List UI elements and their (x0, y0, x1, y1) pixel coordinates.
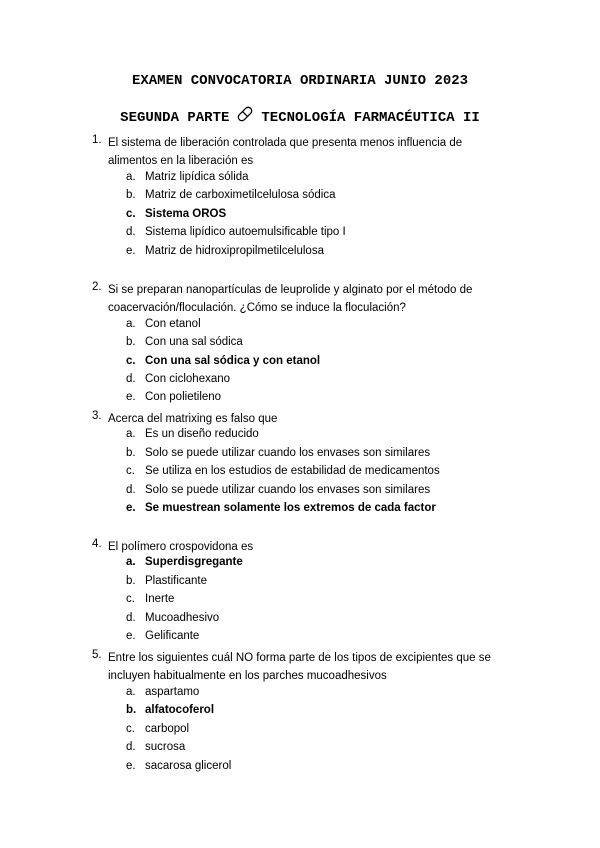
option-text: Matriz lipídica sólida (145, 171, 249, 183)
option-text: sucrosa (145, 741, 186, 753)
option-2a[interactable] (0, 318, 600, 336)
option-text: sacarosa glicerol (145, 760, 232, 772)
option-text: Mucoadhesivo (145, 612, 220, 624)
question-number: 3. (92, 410, 102, 422)
option-3d[interactable] (0, 484, 600, 502)
option-text: Plastificante (145, 575, 208, 587)
option-letter: a. (126, 686, 136, 698)
option-letter: c. (126, 593, 135, 605)
option-letter: e. (126, 760, 136, 772)
option-letter: d. (126, 226, 136, 238)
question-number: 2. (92, 281, 102, 293)
question-text-line: Acerca del matrixing es falso que (108, 413, 278, 425)
question-text-line: coacervación/floculación. ¿Cómo se induce la floculación? (108, 302, 406, 314)
option-1d[interactable] (0, 226, 600, 244)
option-letter: b. (126, 336, 136, 348)
question-text (108, 649, 508, 685)
question-number: 1. (92, 134, 102, 146)
option-text: Gelificante (145, 630, 200, 642)
option-letter: b. (126, 189, 136, 201)
option-text: Sistema lipídico autoemulsificable tipo I (145, 226, 346, 238)
option-1c-correct[interactable] (0, 208, 600, 226)
option-text: Es un diseño reducido (145, 428, 259, 440)
option-text: alfatocoferol (145, 704, 215, 716)
option-letter: c. (126, 723, 135, 735)
option-2b[interactable] (0, 336, 600, 354)
question-text-line: El polímero crospovidona es (108, 541, 254, 553)
option-letter: b. (126, 575, 136, 587)
option-4e[interactable] (0, 630, 600, 648)
option-4c[interactable] (0, 593, 600, 611)
question-text (108, 410, 508, 428)
subtitle-part: SEGUNDA PARTE (120, 110, 230, 126)
option-text: Con etanol (145, 318, 201, 330)
option-letter: e. (126, 391, 136, 403)
option-4a-correct[interactable] (0, 556, 600, 574)
option-3a[interactable] (0, 428, 600, 446)
option-text: Matriz de carboximetilcelulosa sódica (145, 189, 336, 201)
exam-title: EXAMEN CONVOCATORIA ORDINARIA JUNIO 2023 (131, 73, 469, 89)
question-text-line: incluyen habitualmente en los parches mucoadhesivos (108, 670, 387, 682)
option-4d[interactable] (0, 612, 600, 630)
option-1a[interactable] (0, 171, 600, 189)
question-text-line: El sistema de liberación controlada que presenta menos influencia de (108, 137, 463, 149)
option-letter: e. (126, 502, 136, 514)
option-letter: d. (126, 373, 136, 385)
option-letter: c. (126, 355, 136, 367)
option-4b[interactable] (0, 575, 600, 593)
option-letter: c. (126, 208, 136, 220)
question-text-line: alimentos en la liberación es (108, 155, 254, 167)
option-letter: a. (126, 318, 136, 330)
option-1e[interactable] (0, 245, 600, 263)
option-letter: a. (126, 556, 136, 568)
option-letter: a. (126, 171, 136, 183)
option-letter: d. (126, 612, 136, 624)
option-text: Sistema OROS (145, 208, 227, 220)
option-text: Superdisgregante (145, 556, 243, 568)
option-text: aspartamo (145, 686, 200, 698)
option-5b-correct[interactable] (0, 704, 600, 722)
option-letter: d. (126, 484, 136, 496)
question-text (108, 538, 508, 556)
option-5c[interactable] (0, 723, 600, 741)
option-letter: e. (126, 630, 136, 642)
question-text (108, 281, 508, 317)
option-letter: c. (126, 465, 135, 477)
question-number: 4. (92, 538, 102, 550)
option-2c-correct[interactable] (0, 355, 600, 373)
question-text-line: Si se preparan nanopartículas de leuprolide y alginato por el método de (108, 284, 473, 296)
option-letter: a. (126, 428, 136, 440)
option-5a[interactable] (0, 686, 600, 704)
option-text: Con una sal sódica y con etanol (145, 355, 321, 367)
option-letter: b. (126, 447, 136, 459)
option-text: Con ciclohexano (145, 373, 231, 385)
question-text-line: Entre los siguientes cuál NO forma parte de los tipos de excipientes que se (108, 652, 491, 664)
exam-subtitle (0, 104, 600, 129)
option-text: Con una sal sódica (145, 336, 243, 348)
option-letter: b. (126, 704, 137, 716)
option-text: Inerte (145, 593, 175, 605)
option-text: Se muestrean solamente los extremos de cada factor (145, 502, 436, 514)
option-text: Matriz de hidroxipropilmetilcelulosa (145, 245, 324, 257)
option-2e[interactable] (0, 391, 600, 409)
option-3b[interactable] (0, 447, 600, 465)
option-text: Solo se puede utilizar cuando los envases son similares (145, 484, 431, 496)
option-text: Solo se puede utilizar cuando los envases son similares (145, 447, 431, 459)
option-letter: d. (126, 741, 136, 753)
option-text: Con polietileno (145, 391, 222, 403)
option-letter: e. (126, 245, 136, 257)
option-3c[interactable] (0, 465, 600, 483)
subtitle-subject: TECNOLOGÍA FARMACÉUTICA II (261, 110, 480, 126)
option-5e[interactable] (0, 760, 600, 778)
option-5d[interactable] (0, 741, 600, 759)
question-number: 5. (92, 649, 102, 661)
option-2d[interactable] (0, 373, 600, 391)
option-3e-correct[interactable] (0, 502, 600, 520)
question-text (108, 134, 508, 170)
option-1b[interactable] (0, 189, 600, 207)
pill-icon (235, 104, 255, 129)
option-text: carbopol (145, 723, 190, 735)
option-text: Se utiliza en los estudios de estabilidad de medicamentos (145, 465, 440, 477)
